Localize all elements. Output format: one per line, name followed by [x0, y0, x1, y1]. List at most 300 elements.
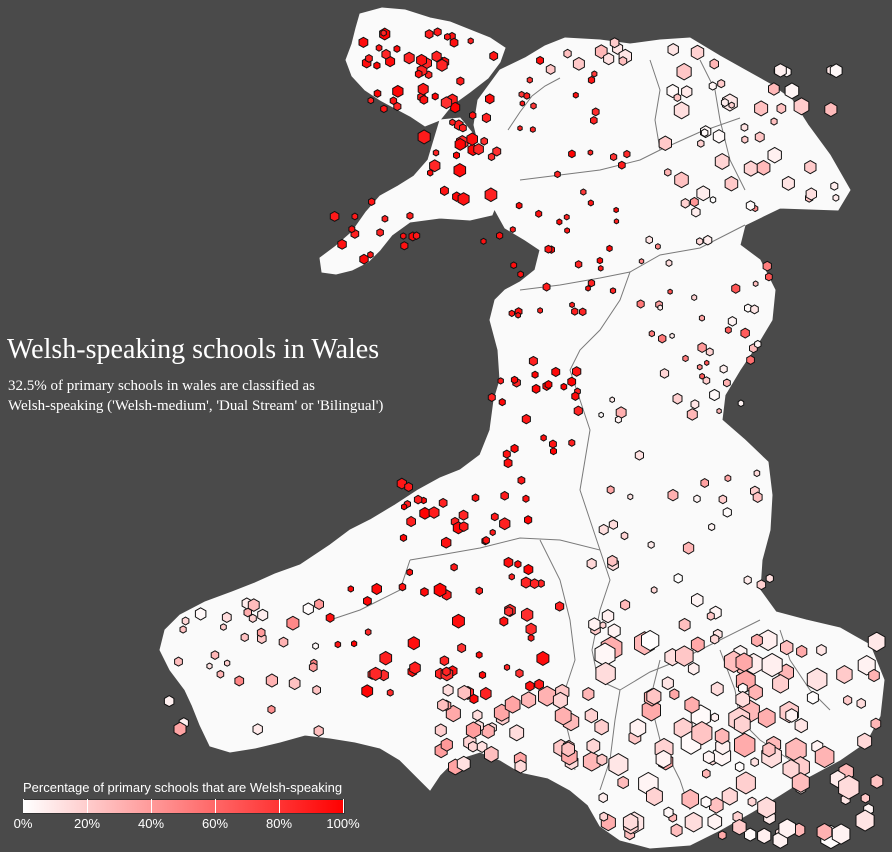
school-hex	[664, 807, 673, 818]
school-hex	[604, 53, 614, 65]
school-hex	[608, 555, 618, 566]
school-hex	[588, 200, 593, 206]
school-hex	[662, 677, 673, 690]
school-hex	[454, 152, 460, 159]
school-hex	[753, 281, 758, 286]
school-hex	[516, 669, 523, 677]
school-hex	[369, 198, 375, 205]
school-hex	[580, 308, 587, 316]
school-hex	[516, 202, 522, 209]
school-hex	[628, 494, 633, 500]
school-hex	[619, 161, 626, 169]
school-hex	[833, 195, 839, 202]
school-hex	[705, 360, 709, 365]
school-hex	[868, 632, 885, 651]
school-hex	[869, 669, 880, 681]
school-hex	[674, 574, 682, 583]
school-hex	[287, 616, 299, 630]
school-hex	[338, 239, 347, 249]
school-hex	[366, 55, 373, 63]
school-hex	[709, 82, 716, 90]
school-hex	[758, 828, 771, 843]
school-hex	[685, 697, 699, 713]
school-hex	[752, 634, 763, 647]
school-hex	[490, 529, 495, 535]
school-hex	[510, 227, 515, 233]
school-hex	[681, 199, 689, 208]
school-hex	[504, 459, 512, 468]
school-hex	[211, 651, 219, 660]
school-hex	[414, 495, 421, 504]
school-hex	[710, 389, 720, 400]
school-hex	[518, 126, 522, 131]
school-hex	[511, 262, 517, 269]
school-hex	[410, 662, 421, 674]
school-hex	[610, 397, 615, 402]
school-hex	[832, 824, 850, 844]
school-hex	[742, 136, 748, 143]
school-hex	[758, 797, 776, 818]
school-hex	[583, 688, 594, 701]
school-hex	[738, 400, 744, 407]
school-hex	[525, 516, 532, 524]
school-hex	[768, 147, 781, 163]
school-hex	[779, 819, 796, 838]
school-hex	[401, 242, 408, 250]
school-hex	[454, 164, 466, 177]
school-hex	[535, 679, 544, 689]
school-hex	[794, 98, 809, 115]
school-hex	[575, 261, 581, 268]
school-hex	[715, 154, 729, 170]
school-hex	[442, 537, 451, 548]
school-hex	[485, 746, 499, 762]
school-hex	[393, 85, 403, 97]
school-hex	[470, 694, 478, 703]
school-hex	[481, 238, 486, 244]
school-hex	[520, 101, 525, 106]
school-hex	[195, 608, 206, 620]
school-hex	[861, 793, 869, 803]
map-title: Welsh-speaking schools in Wales	[7, 334, 380, 365]
school-hex	[476, 652, 482, 659]
school-hex	[709, 523, 715, 530]
school-hex	[555, 707, 571, 725]
school-hex	[586, 286, 591, 291]
school-hex	[777, 103, 786, 113]
school-hex	[562, 742, 575, 757]
school-hex	[706, 348, 713, 356]
school-hex	[573, 58, 584, 71]
school-hex	[609, 520, 617, 529]
school-hex	[757, 580, 766, 590]
legend-tick-label: 0%	[13, 816, 33, 831]
school-hex	[674, 102, 689, 119]
school-hex	[511, 376, 517, 383]
school-hex	[707, 612, 714, 620]
school-hex	[352, 213, 358, 220]
school-hex	[683, 542, 693, 554]
school-hex	[699, 315, 704, 321]
school-hex	[637, 300, 644, 308]
school-hex	[564, 214, 569, 220]
school-hex	[221, 624, 227, 631]
school-hex	[469, 742, 478, 752]
school-hex	[844, 696, 852, 705]
school-hex	[362, 685, 373, 698]
school-hex	[817, 645, 827, 656]
school-hex	[722, 788, 737, 805]
school-hex	[381, 30, 386, 36]
school-hex	[673, 394, 682, 405]
school-hex	[511, 445, 518, 453]
school-hex	[691, 400, 699, 409]
school-hex	[483, 537, 489, 545]
school-hex	[401, 233, 406, 239]
school-hex	[279, 637, 288, 647]
school-hex	[744, 161, 757, 176]
school-hex	[572, 308, 578, 315]
school-hex	[710, 197, 715, 203]
school-hex	[485, 188, 497, 202]
school-hex	[468, 38, 473, 44]
school-hex	[671, 824, 682, 837]
school-hex	[591, 117, 598, 125]
school-hex	[407, 517, 416, 527]
school-hex	[782, 176, 794, 190]
school-hex	[697, 364, 702, 369]
school-hex	[450, 38, 458, 47]
school-hex	[439, 499, 447, 508]
legend-tick-label: 80%	[265, 816, 293, 831]
school-hex	[797, 646, 807, 658]
school-hex	[561, 384, 567, 391]
school-hex	[670, 689, 679, 700]
school-hex	[417, 55, 427, 66]
school-hex	[473, 710, 482, 721]
school-hex	[595, 719, 608, 735]
school-hex	[736, 772, 755, 794]
school-hex	[674, 94, 681, 102]
school-hex	[405, 482, 413, 491]
school-hex	[755, 341, 761, 348]
school-hex	[564, 49, 571, 58]
school-hex	[268, 705, 275, 713]
school-hex	[381, 105, 387, 112]
school-hex	[394, 46, 400, 53]
school-hex	[741, 123, 748, 131]
school-hex	[656, 751, 671, 768]
school-hex	[556, 602, 564, 611]
school-hex	[443, 667, 451, 676]
school-hex	[458, 685, 471, 700]
school-hex	[313, 686, 321, 695]
school-hex	[330, 211, 339, 221]
school-hex	[455, 139, 465, 151]
school-hex	[694, 495, 700, 503]
school-hex	[348, 586, 353, 592]
school-hex	[697, 186, 710, 201]
school-hex	[710, 797, 724, 813]
school-hex	[600, 622, 606, 629]
school-hex	[503, 450, 510, 458]
school-hex	[624, 151, 630, 158]
school-hex	[723, 508, 731, 517]
school-hex	[592, 71, 597, 77]
school-hex	[545, 245, 552, 253]
school-hex	[746, 201, 754, 211]
school-hex	[701, 479, 709, 488]
school-hex	[524, 93, 530, 100]
school-hex	[515, 561, 521, 568]
school-hex	[692, 207, 700, 217]
school-hex	[609, 754, 628, 776]
school-hex	[365, 629, 371, 636]
school-hex	[488, 153, 494, 160]
school-hex	[719, 495, 727, 504]
school-hex	[518, 476, 525, 484]
school-hex	[523, 495, 529, 502]
school-hex	[498, 378, 503, 384]
school-hex	[588, 150, 593, 155]
school-hex	[565, 228, 570, 234]
school-hex	[621, 600, 630, 610]
school-hex	[763, 261, 771, 271]
school-hex	[665, 169, 671, 176]
school-hex	[421, 588, 429, 597]
school-hex	[527, 77, 532, 83]
school-hex	[225, 660, 230, 666]
map-subtitle	[8, 376, 488, 416]
school-hex	[382, 50, 390, 60]
school-hex	[432, 93, 438, 100]
school-hex	[646, 236, 653, 244]
school-hex	[174, 722, 186, 736]
school-hex	[683, 355, 688, 361]
school-hex	[647, 787, 663, 805]
school-hex	[258, 609, 268, 621]
school-hex	[651, 587, 657, 594]
school-hex	[581, 189, 586, 195]
school-hex	[404, 52, 414, 64]
school-hex	[313, 643, 319, 650]
school-hex	[698, 343, 706, 353]
school-hex	[635, 451, 643, 460]
school-hex	[747, 356, 755, 365]
school-hex	[754, 470, 760, 477]
school-hex	[589, 618, 600, 631]
school-hex	[530, 579, 538, 589]
school-hex	[599, 793, 607, 803]
school-hex	[725, 475, 731, 482]
school-hex	[687, 409, 697, 421]
school-hex	[711, 682, 723, 696]
school-hex	[524, 565, 533, 575]
school-hex	[474, 144, 484, 155]
school-hex	[453, 614, 465, 628]
school-hex	[175, 657, 183, 666]
school-hex	[597, 258, 602, 264]
school-hex	[679, 619, 690, 632]
school-hex	[433, 150, 438, 156]
legend-color-bar	[23, 799, 345, 814]
school-hex	[537, 652, 549, 666]
school-hex	[806, 188, 816, 200]
school-hex	[458, 643, 466, 652]
school-hex	[736, 692, 750, 708]
school-hex	[522, 692, 536, 708]
school-hex	[871, 718, 881, 729]
school-hex	[588, 77, 594, 84]
school-hex	[504, 557, 513, 567]
subtitle-line-2: Welsh-speaking ('Welsh-medium', 'Dual Stream' or 'Bilingual')	[8, 398, 384, 414]
school-hex	[569, 150, 576, 158]
school-hex	[670, 333, 674, 338]
school-hex	[459, 510, 468, 520]
school-hex	[437, 59, 447, 71]
legend-tick-label: 100%	[326, 816, 360, 831]
school-hex	[458, 193, 469, 206]
school-hex	[642, 631, 659, 651]
school-hex	[501, 492, 509, 501]
school-hex	[732, 284, 740, 293]
legend-tick	[215, 799, 216, 813]
school-hex	[587, 558, 596, 569]
legend-tick	[343, 799, 344, 813]
school-hex	[476, 587, 482, 594]
school-hex	[703, 769, 711, 778]
school-hex	[522, 415, 530, 424]
school-hex	[775, 64, 787, 77]
legend-tick	[279, 799, 280, 813]
school-hex	[758, 708, 775, 727]
school-hex	[656, 244, 661, 250]
school-hex	[546, 64, 555, 74]
school-hex	[676, 646, 694, 666]
school-hex	[659, 334, 666, 343]
school-hex	[352, 641, 357, 647]
school-hex	[660, 369, 668, 379]
school-hex	[420, 508, 430, 520]
school-hex	[692, 594, 704, 607]
school-hex	[573, 92, 578, 98]
school-hex	[528, 635, 534, 642]
school-hex	[536, 210, 542, 217]
school-hex	[710, 59, 719, 69]
school-hex	[377, 229, 384, 237]
school-hex	[399, 583, 406, 591]
school-hex	[675, 172, 689, 188]
school-hex	[543, 283, 550, 291]
school-hex	[570, 302, 575, 307]
school-hex	[701, 796, 711, 808]
school-hex	[618, 777, 629, 789]
school-hex	[519, 91, 524, 97]
school-hex	[597, 754, 607, 765]
school-hex	[805, 161, 816, 174]
school-hex	[557, 219, 562, 225]
school-hex	[518, 271, 524, 278]
school-hex	[435, 724, 446, 737]
school-hex	[666, 260, 672, 267]
school-hex	[467, 133, 478, 145]
school-hex	[531, 103, 536, 109]
school-hex	[522, 608, 533, 621]
legend-title: Percentage of primary schools that are Welsh-speaking	[23, 780, 343, 795]
school-hex	[551, 448, 557, 455]
school-hex	[382, 216, 388, 223]
school-hex	[509, 310, 514, 316]
school-hex	[724, 379, 731, 387]
school-hex	[691, 45, 703, 59]
school-hex	[400, 534, 406, 541]
school-hex	[703, 751, 714, 764]
school-hex	[372, 584, 382, 595]
school-hex	[309, 663, 317, 672]
school-hex	[500, 518, 510, 530]
school-hex	[856, 810, 874, 831]
school-hex	[164, 696, 174, 707]
school-hex	[481, 137, 488, 145]
school-hex	[460, 124, 467, 132]
school-hex	[691, 198, 699, 207]
school-hex	[555, 171, 561, 178]
school-hex	[647, 688, 661, 704]
school-hex	[831, 182, 838, 190]
school-hex	[425, 30, 433, 39]
school-hex	[413, 232, 419, 239]
school-hex	[733, 819, 746, 834]
school-hex	[445, 34, 451, 41]
school-hex	[207, 663, 212, 669]
school-hex	[529, 356, 537, 365]
school-hex	[649, 331, 654, 337]
school-hex	[374, 90, 381, 98]
school-hex	[402, 504, 407, 510]
school-hex	[394, 102, 401, 110]
legend-tick-label: 20%	[73, 816, 101, 831]
school-hex	[326, 613, 334, 622]
school-hex	[418, 130, 430, 144]
school-hex	[370, 667, 381, 680]
school-hex	[741, 328, 750, 338]
school-hex	[180, 626, 186, 633]
school-hex	[368, 97, 374, 103]
school-hex	[871, 775, 883, 789]
school-hex	[807, 668, 827, 691]
legend-tick	[87, 799, 88, 813]
school-hex	[335, 641, 341, 647]
school-hex	[360, 254, 368, 264]
school-hex	[630, 719, 646, 737]
school-hex	[530, 127, 535, 133]
school-hex	[587, 739, 600, 754]
school-hex	[721, 99, 728, 107]
school-hex	[757, 160, 770, 175]
school-hex	[482, 724, 494, 738]
school-hex	[607, 486, 614, 494]
school-hex	[599, 412, 604, 417]
school-hex	[600, 812, 608, 821]
school-hex	[773, 675, 789, 694]
school-hex	[585, 709, 597, 723]
school-hex	[729, 102, 734, 108]
school-hex	[499, 399, 505, 406]
school-hex	[619, 57, 627, 66]
school-hex	[481, 688, 492, 700]
school-hex	[792, 773, 809, 793]
school-hex	[434, 28, 441, 36]
